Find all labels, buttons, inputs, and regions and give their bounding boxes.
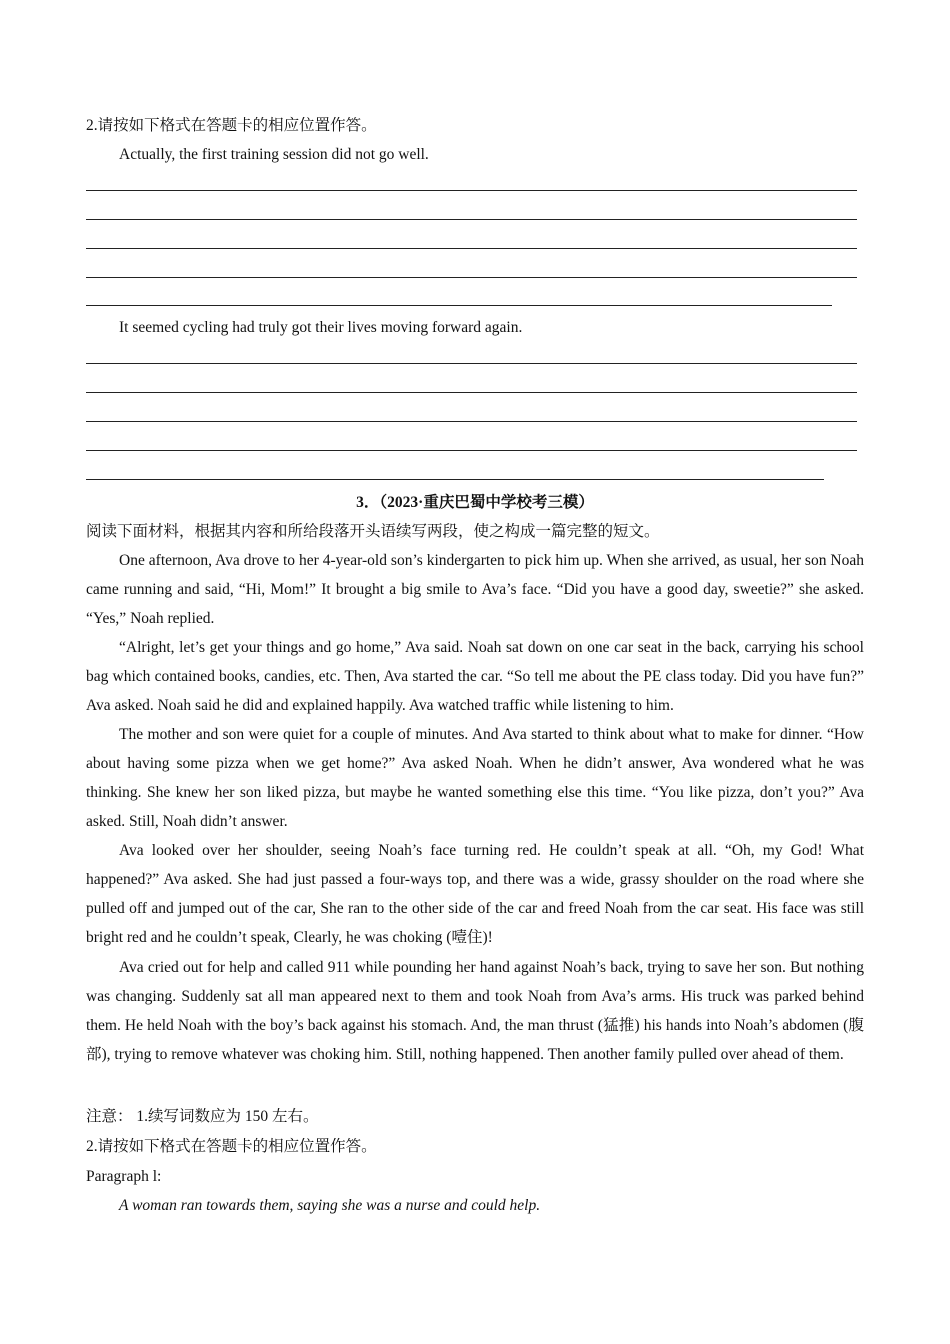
answer-line (86, 363, 857, 364)
format-instruction-2: 2.请按如下格式在答题卡的相应位置作答。 (86, 1138, 377, 1155)
format-instruction-1: 2.请按如下格式在答题卡的相应位置作答。 (86, 117, 377, 134)
note-line: 注意： 1.续写词数应为 150 左右。 (86, 1108, 319, 1125)
passage-paragraph-2: “Alright, let’s get your things and go home,” Ava said. Noah sat down on one car seat in the back, carrying his school bag which contained books, candies, etc. Then, Ava started the car. “So tell me about the PE class today. Did you have fun?” Ava asked. Noah said he did and explained happily. Ava watched traffic while listening to him. (86, 639, 864, 714)
question-3-heading: 3．（2023·重庆巴蜀中学校考三模） (356, 494, 594, 511)
passage-paragraph-3: The mother and son were quiet for a couple of minutes. And Ava started to think about what to make for dinner. “How about having some pizza when we get home?” Ava asked Noah. When he didn’t answer, Ava wondered what he was thinking. She knew her son liked pizza, but maybe he wanted something else this time. “You like pizza, don’t you?” Ava asked. Still, Noah didn’t answer. (86, 726, 864, 830)
passage-paragraph-4: Ava looked over her shoulder, seeing Noah’s face turning red. He couldn’t speak at all. “Oh, my God! What happened?” Ava asked. She had just passed a four-ways top, and there was a wide, grassy shoulder on the road where she pulled off and jumped out of the car, She ran to the other side of the car and freed Noah from the car seat. His face was still bright red and he couldn’t speak, Clearly, he was choking (噎住)! (86, 842, 864, 946)
paragraph-label: Paragraph l: (86, 1168, 162, 1185)
question-3-instruction: 阅读下面材料，根据其内容和所给段落开头语续写两段，使之构成一篇完整的短文。 (86, 523, 660, 540)
document-page (86, 0, 864, 1344)
paragraph-prompt-2: It seemed cycling had truly got their lives moving forward again. (119, 319, 523, 336)
paragraph-prompt-3: A woman ran towards them, saying she was a nurse and could help. (119, 1197, 541, 1214)
answer-line (86, 421, 857, 422)
answer-line (86, 392, 857, 393)
answer-line (86, 219, 857, 220)
answer-line (86, 277, 857, 278)
paragraph-prompt-1: Actually, the first training session did not go well. (119, 146, 429, 163)
answer-line (86, 450, 857, 451)
answer-line (86, 305, 832, 306)
answer-line (86, 479, 824, 480)
passage-paragraph-1: One afternoon, Ava drove to her 4-year-old son’s kindergarten to pick him up. When she arrived, as usual, her son Noah came running and said, “Hi, Mom!” It brought a big smile to Ava’s face. “Did you have a good day, sweetie?” she asked. “Yes,” Noah replied. (86, 552, 864, 627)
answer-line (86, 248, 857, 249)
answer-line (86, 190, 857, 191)
passage-paragraph-5: Ava cried out for help and called 911 while pounding her hand against Noah’s back, trying to save her son. But nothing was changing. Suddenly sat all man appeared next to them and took Noah from Ava’s arms. His truck was parked behind them. He held Noah with the boy’s back against his stomach. And, the man thrust (猛推) his hands into Noah’s abdomen (腹部), trying to remove whatever was choking him. Still, nothing happened. Then another family pulled over ahead of them. (86, 959, 864, 1063)
